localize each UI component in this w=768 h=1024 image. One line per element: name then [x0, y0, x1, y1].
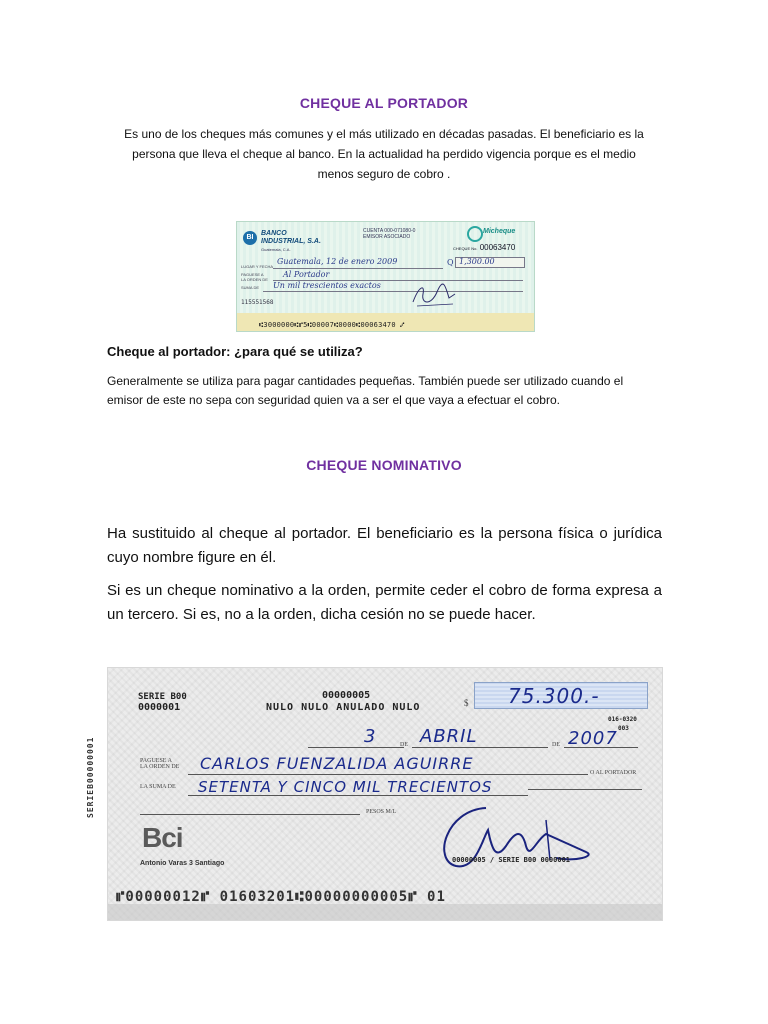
serial-bottom: 00000005 / SERIE B00 0000001: [452, 856, 571, 864]
bank-name-line: INDUSTRIAL, S.A.: [261, 238, 321, 245]
nominativo-text-1: Ha sustituido al cheque al portador. El beneficiario es la persona física o jurídica cuyo nombre figure en él.: [107, 525, 662, 566]
payee-label-line: LA ORDEN DE: [140, 764, 180, 770]
year-line: [564, 747, 638, 748]
words-line: [188, 795, 528, 796]
cheque-nominativo-image: [86, 667, 663, 921]
payee-line: [188, 774, 588, 775]
account-label: EMISOR ASOCIADO: [363, 234, 411, 240]
nominativo-text-2: Si es un cheque nominativo a la orden, permite ceder el cobro de forma expresa a un tercero. Si es, no a la orden, dicha cesión no se puede hacer.: [107, 582, 662, 623]
account-number: 115551568: [241, 299, 274, 306]
payee-label: [241, 272, 268, 282]
micr-line: ⑆3000000⑆⑈5⑆00007⑆0000⑆00063470 ⑇: [259, 321, 405, 329]
de-label: DE: [400, 742, 408, 748]
side-serial: SERIEB00000001: [86, 736, 95, 818]
intro-line: menos seguro de cobro .: [317, 167, 451, 181]
bank-city: Guatemala, C.A.: [261, 247, 291, 252]
intro-line: persona que lleva el cheque al banco. En la actualidad ha perdido vigencia porque es el medio: [132, 147, 636, 161]
bank-name-line: BANCO: [261, 230, 287, 237]
check-number: 00000005: [322, 690, 371, 701]
payee-label: [140, 758, 179, 770]
bank-name: [261, 230, 321, 246]
place-date: Guatemala, 12 de enero 2009: [277, 257, 398, 266]
pesos-label: PESOS M/L: [366, 809, 397, 815]
words-line-2: [528, 789, 642, 790]
words-line-3: [140, 814, 360, 815]
brand-name: Micheque: [483, 228, 516, 235]
payee-label-line: PAGUESE A: [140, 758, 172, 764]
answer-line: emisor de este no sepa con seguridad quien va a ser el que vaya a efectuar el cobro.: [107, 393, 560, 407]
bank-address: Antonio Varas 3 Santiago: [140, 860, 225, 867]
routing-number: 016-0320: [608, 716, 637, 723]
cheque-al-portador-image: [236, 221, 535, 332]
amount: 1,300.00: [459, 257, 495, 266]
account-text: CUENTA 000-071080-0: [363, 228, 416, 234]
payee: Al Portador: [283, 270, 330, 279]
void-text: NULO NULO ANULADO NULO: [266, 702, 421, 713]
nominativo-paragraph-2: [107, 579, 662, 627]
bank-logo-icon: BI: [243, 231, 257, 245]
serie-number: 0000001: [138, 702, 181, 713]
sum-label: SUMA DE: [241, 285, 260, 290]
de-label: DE: [552, 742, 560, 748]
intro-line: Es uno de los cheques más comunes y el más utilizado en décadas pasadas. El beneficiario es la: [124, 127, 644, 141]
day: 3: [364, 726, 377, 747]
cheque-number: [453, 243, 515, 252]
micr-line: ⑈00000012⑈ 01603201⑆00000000005⑈ 01: [116, 889, 446, 905]
payee: CARLOS FUENZALIDA AGUIRRE: [200, 754, 474, 773]
amount: 75.300.-: [508, 684, 600, 708]
nominativo-paragraph-1: [107, 522, 662, 570]
amount-words: SETENTA Y CINCO MIL TRECIENTOS: [198, 778, 493, 796]
bottom-band: [108, 904, 662, 920]
place-label: LUGAR Y FECHA: [241, 264, 274, 269]
signature-icon: [409, 280, 457, 310]
question-heading: Cheque al portador: ¿para qué se utiliza?: [107, 344, 363, 359]
currency-symbol: $: [464, 698, 469, 708]
sum-label: LA SUMA DE: [140, 784, 176, 790]
serie-label: SERIE B00: [138, 692, 187, 702]
signature-icon: [426, 800, 606, 880]
month-line: [412, 747, 548, 748]
section-title-cheque-nominativo: CHEQUE NOMINATIVO: [306, 457, 462, 473]
date-line: [273, 268, 443, 269]
or-bearer: O AL PORTADOR: [590, 770, 637, 776]
bank-logo: Bci: [142, 822, 183, 853]
cheque-number-value: 00063470: [479, 243, 516, 252]
cheque-number-label: CHEQUE No.: [453, 246, 478, 251]
words-line: [263, 291, 523, 292]
amount-words: Un mil trescientos exactos: [273, 281, 381, 290]
answer-paragraph: [107, 372, 662, 410]
account-info: [363, 228, 415, 240]
month: ABRIL: [420, 726, 478, 747]
branch-number: 003: [618, 725, 629, 732]
day-line: [308, 747, 404, 748]
answer-line: Generalmente se utiliza para pagar cantidades pequeñas. También puede ser utilizado cuando el: [107, 374, 624, 388]
section-title-cheque-al-portador: CHEQUE AL PORTADOR: [299, 95, 469, 111]
payee-label-line: PAGUESE A: [241, 272, 264, 277]
amount-symbol: Q: [447, 258, 454, 267]
micheque-logo-icon: [467, 226, 483, 242]
intro-paragraph: [112, 124, 656, 184]
payee-label-line: LA ORDEN DE: [241, 277, 268, 282]
year: 2007: [568, 728, 618, 749]
